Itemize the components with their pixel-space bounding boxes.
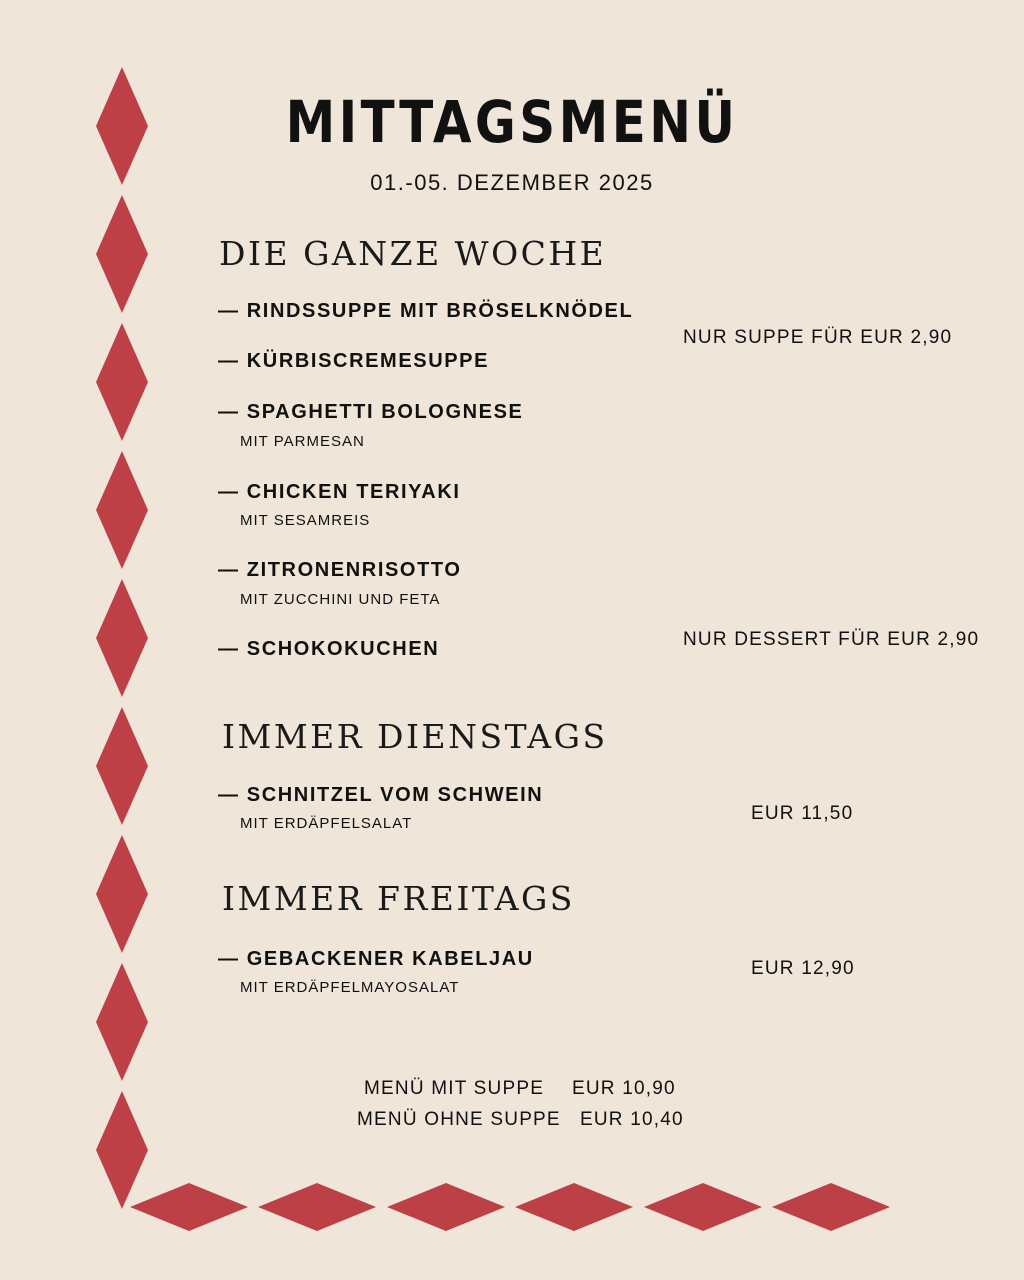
menu-item-name: — RINDSSUPPE MIT BRÖSELKNÖDEL bbox=[218, 300, 634, 322]
menu-item-name: — CHICKEN TERIYAKI bbox=[218, 481, 461, 503]
menu-without-soup-label: MENÜ OHNE SUPPE bbox=[357, 1109, 561, 1130]
diamond-shape bbox=[130, 1183, 248, 1231]
diamond-shape bbox=[387, 1183, 505, 1231]
menu-item-name: — GEBACKENER KABELJAU bbox=[218, 948, 534, 970]
menu-item-description: MIT SESAMREIS bbox=[240, 512, 371, 529]
menu-with-soup-price: EUR 10,90 bbox=[572, 1078, 676, 1099]
diamond-shape bbox=[96, 323, 148, 441]
menu-item-description: MIT ZUCCHINI UND FETA bbox=[240, 591, 441, 608]
diamond-shape bbox=[96, 195, 148, 313]
diamond-shape bbox=[96, 1091, 148, 1209]
diamond-shape bbox=[96, 451, 148, 569]
menu-without-soup-price: EUR 10,40 bbox=[580, 1109, 684, 1130]
menu-date: 01.-05. DEZEMBER 2025 bbox=[370, 170, 654, 195]
menu-item-name: — ZITRONENRISOTTO bbox=[218, 559, 462, 581]
menu-item-price: EUR 12,90 bbox=[751, 958, 855, 979]
menu-with-soup-label: MENÜ MIT SUPPE bbox=[364, 1078, 545, 1099]
section-heading-tuesday: IMMER DIENSTAGS bbox=[222, 717, 608, 756]
menu-item-description: MIT PARMESAN bbox=[240, 433, 365, 450]
diamond-shape bbox=[772, 1183, 890, 1231]
diamond-shape bbox=[96, 963, 148, 1081]
diamond-shape bbox=[644, 1183, 762, 1231]
dessert-only-price-note: NUR DESSERT FÜR EUR 2,90 bbox=[683, 629, 980, 650]
menu-item-price: EUR 11,50 bbox=[751, 803, 854, 824]
menu-item-name: — KÜRBISCREMESUPPE bbox=[218, 350, 490, 372]
soup-only-price-note: NUR SUPPE FÜR EUR 2,90 bbox=[683, 327, 953, 348]
page-title: MITTAGSMENÜ bbox=[285, 88, 739, 156]
menu-item-name: — SCHNITZEL VOM SCHWEIN bbox=[218, 784, 544, 806]
section-heading-week: DIE GANZE WOCHE bbox=[219, 234, 607, 273]
diamond-shape bbox=[258, 1183, 376, 1231]
menu-item-name: — SCHOKOKUCHEN bbox=[218, 638, 440, 660]
diamond-shape bbox=[515, 1183, 633, 1231]
section-heading-friday: IMMER FREITAGS bbox=[222, 879, 575, 918]
menu-item-description: MIT ERDÄPFELSALAT bbox=[240, 815, 413, 832]
menu-item-description: MIT ERDÄPFELMAYOSALAT bbox=[240, 979, 460, 996]
menu-item-name: — SPAGHETTI BOLOGNESE bbox=[218, 401, 524, 423]
diamond-shape bbox=[96, 707, 148, 825]
diamond-shape bbox=[96, 835, 148, 953]
diamond-shape bbox=[96, 579, 148, 697]
